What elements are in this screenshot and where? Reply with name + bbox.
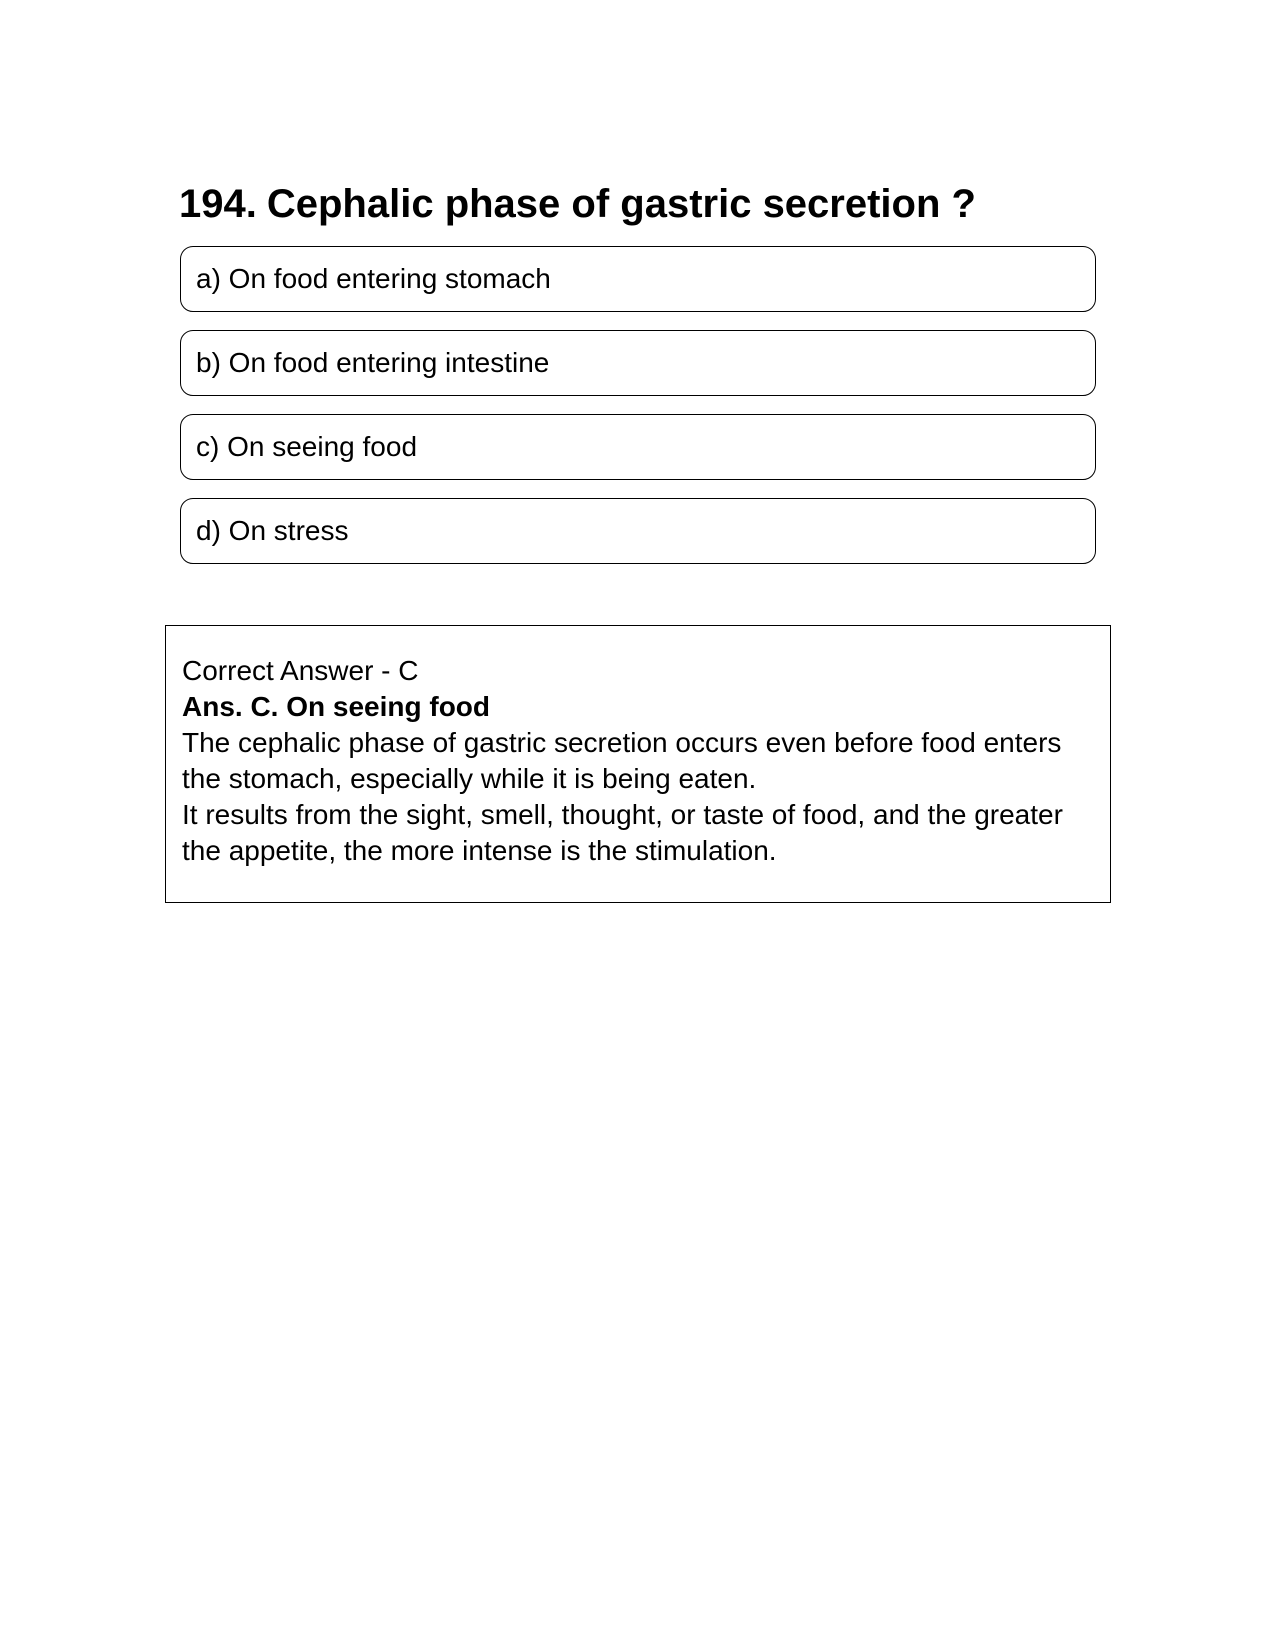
option-b[interactable]: b) On food entering intestine [180,330,1096,396]
option-a[interactable]: a) On food entering stomach [180,246,1096,312]
answer-heading: Ans. C. On seeing food [182,691,491,722]
explanation-paragraph-1: The cephalic phase of gastric secretion occurs even before food enters the stomach, especially while it is being eaten. [182,727,1062,794]
explanation-paragraph-2: It results from the sight, smell, thought, or taste of food, and the greater the appetite, the more intense is the stimulation. [182,799,1063,866]
correct-answer-label: Correct Answer - C [182,655,419,686]
option-c[interactable]: c) On seeing food [180,414,1096,480]
answer-explanation-box [165,625,1111,903]
question-number: 194. [179,182,257,226]
question-title [179,176,976,232]
option-d[interactable]: d) On stress [180,498,1096,564]
question-text: Cephalic phase of gastric secretion ? [266,182,976,226]
